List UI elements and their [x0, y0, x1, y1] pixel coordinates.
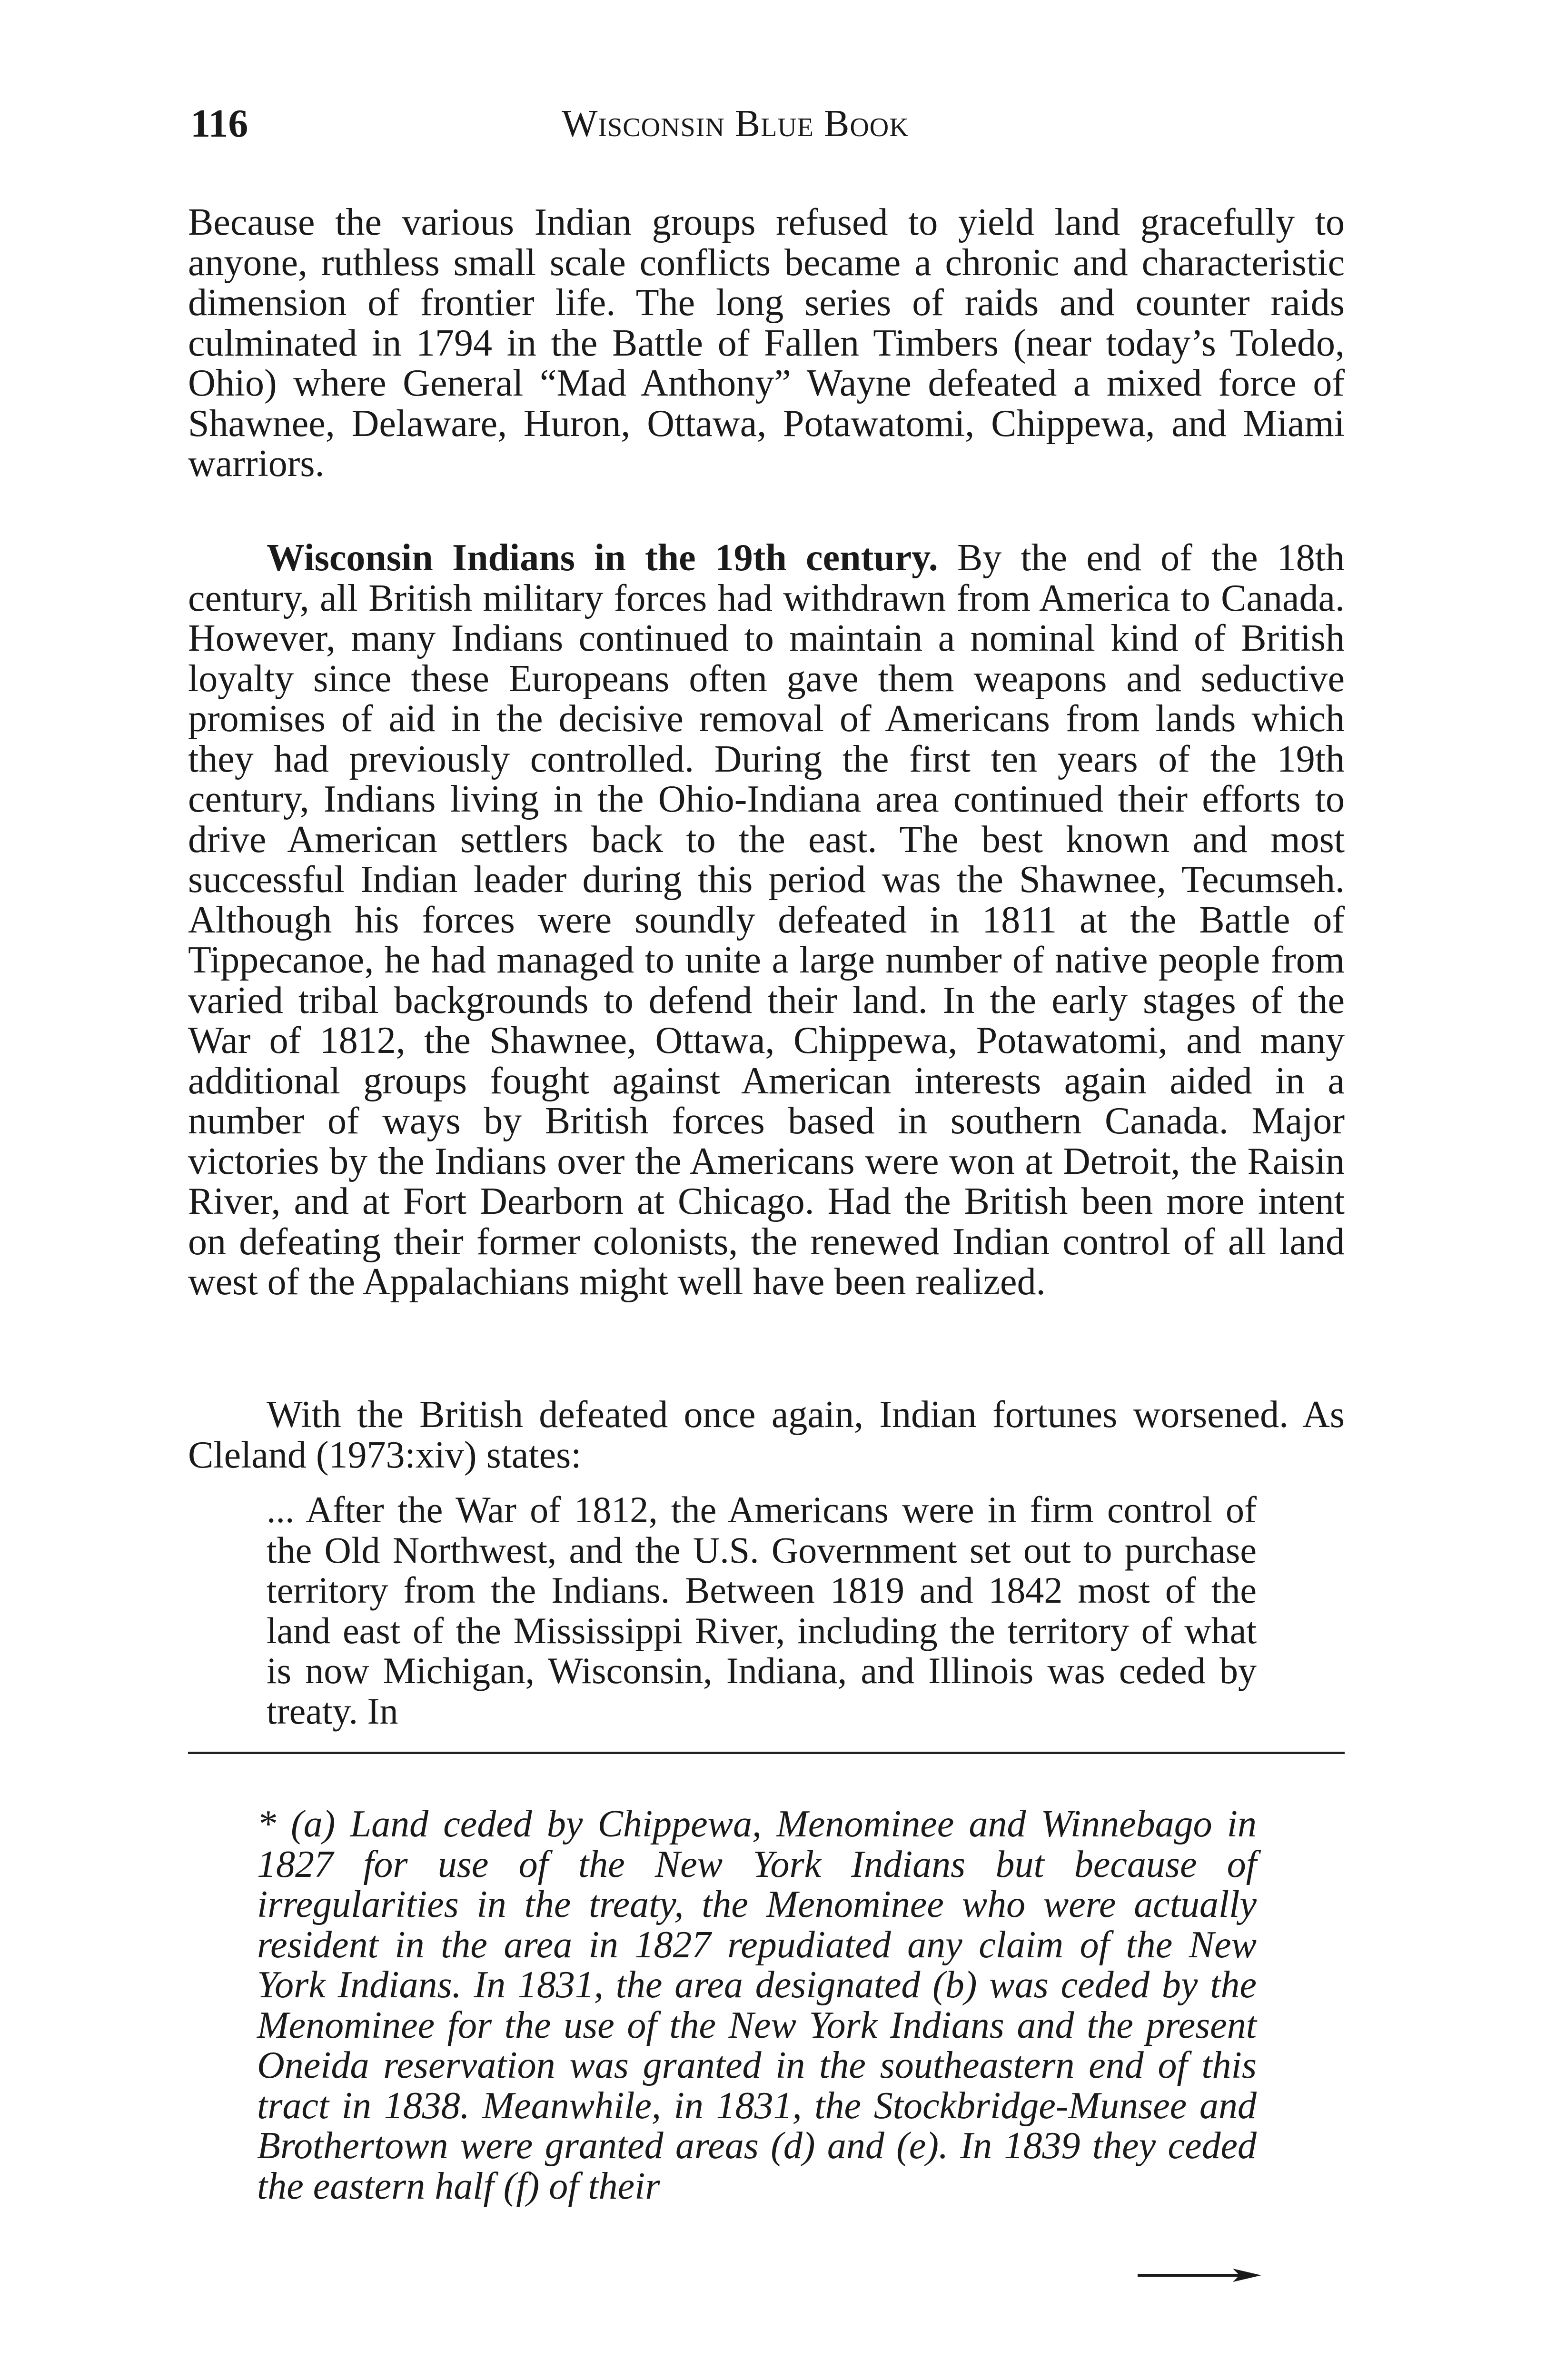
paragraph-19th-century [188, 538, 1345, 1302]
paragraph-text [188, 538, 1345, 1302]
right-arrow-icon [1138, 2266, 1261, 2285]
footnote [257, 1804, 1257, 2206]
page-header [190, 98, 1342, 155]
page-number: 116 [190, 101, 248, 146]
quote-text: ... After the War of 1812, the Americans were in firm control of the Old Northwest, and the U.S. Government set out to purchase territory from the Indians. Between 1819 and 1842 most of the land east of the Mississippi River, including the territory of what is now Michigan, Wisconsin, Indiana, and Illinois was ceded by treaty. In [267, 1489, 1257, 1732]
paragraph-frontier-conflicts [188, 202, 1345, 484]
running-title: Wisconsin Blue Book [562, 103, 909, 145]
paragraph-body: By the end of the 18th century, all British military forces had withdrawn from America to Canada. However, many Indians continued to maintain a nominal kind of British loyalty since these Europeans often gave them weapons and seductive promises of aid in the decisive removal of Americans from lands which they had previously controlled. During the first ten years of the 19th century, Indians living in the Ohio-Indiana area continued their efforts to drive American settlers back to the east. The best known and most successful Indian leader during this period was the Shawnee, Tecumseh. Although his forces were soundly defeated in 1811 at the Battle of Tippecanoe, he had managed to unite a large number of native people from varied tribal backgrounds to defend their land. In the early stages of the War of 1812, the Shawnee, Ottawa, Chippewa, Potawatomi, and many additional groups fought against American interests again aided in a number of ways by British forces based in southern Canada. Major victories by the Indians over the Americans were won at Detroit, the Raisin River, and at Fort Dearborn at Chicago. Had the British been more intent on defeating their former colonists, the renewed Indian control of all land west of the Appalachians might well have been realized. [188, 537, 1345, 1303]
paragraph-cleland-intro [188, 1395, 1345, 1475]
footnote-text: * (a) Land ceded by Chippewa, Menominee and Winnebago in 1827 for use of the New York Indians but because of irregularities in the treaty, the Menominee who were actually resident in the area in 1827 repudiated any claim of the New York Indians. In 1831, the area designated (b) was ceded by the Menominee for the use of the New York Indians and the present Oneida reservation was granted in the southeastern end of this tract in 1838. Meanwhile, in 1831, the Stockbridge-Munsee and Brothertown were granted areas (d) and (e). In 1839 they ceded the eastern half (f) of their [257, 1803, 1257, 2207]
footnote-divider [188, 1752, 1345, 1754]
paragraph-text: With the British defeated once again, Indian fortunes worsened. As Cleland (1973:xiv) states: [188, 1394, 1345, 1476]
block-quote [267, 1490, 1257, 1731]
section-heading: Wisconsin Indians in the 19th century. [267, 537, 938, 579]
paragraph-text: Because the various Indian groups refused to yield land gracefully to anyone, ruthless small scale conflicts became a chronic and characteristic dimension of frontier life. The long series of raids and counter raids culminated in 1794 in the Battle of Fallen Timbers (near today’s Toledo, Ohio) where General “Mad Anthony” Wayne defeated a mixed force of Shawnee, Delaware, Huron, Ottawa, Potawatomi, Chippewa, and Miami warriors. [188, 201, 1345, 485]
